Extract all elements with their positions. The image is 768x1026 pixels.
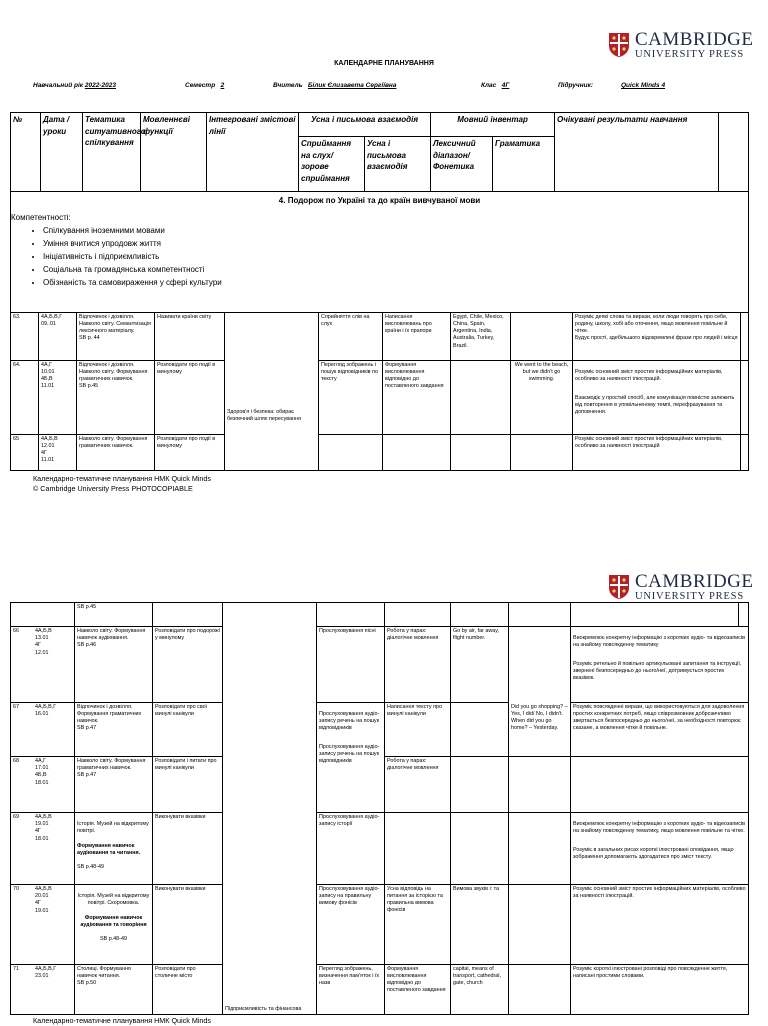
lesson-lines: Здоров'я і безпека: обирає безпечний шлях пересування — [225, 313, 319, 471]
lesson-topic — [75, 813, 153, 885]
result-text: Розуміє ретельно й повільно артикульовані запитання та інструкції, звернені безпосередньо до нього/неї, дотримується простих вказівок. — [573, 660, 742, 681]
col-inventory: Мовний інвентар — [431, 113, 555, 137]
book-label: Підручник: — [558, 82, 594, 89]
teacher-label: Вчитель — [273, 82, 303, 89]
listening-text: Прослуховування аудіо-запису речень на пошук відповідників — [319, 743, 380, 764]
lesson-topic: Відпочинок і дозвілля. Навколо світу. Семантизація лексичного матеріалу. SB p. 44 — [77, 313, 155, 361]
lesson-lexis: Вимова звуків i: та — [451, 885, 509, 965]
lesson-topic: Відпочинок і дозвілля. Навколо світу. Формування граматичних навичок. SB p.45 — [77, 361, 155, 435]
table-row — [11, 885, 749, 965]
lesson-functions: Розповідати про події в минулому — [155, 435, 225, 471]
class-label: Клас — [481, 82, 497, 89]
col-listening: Сприймання на слух/ зорове сприймання — [299, 137, 365, 192]
col-interaction: Усна і письмова взаємодія — [365, 137, 431, 192]
logo-line2: UNIVERSITY PRESS — [635, 591, 744, 602]
col-date: Дата / уроки — [41, 113, 83, 192]
lesson-functions: Розповідати про свої минулі канікули — [153, 703, 223, 757]
lesson-interaction: Усна відповідь на питання за історією та правильна вимова фонісів — [385, 885, 451, 965]
shield-icon — [608, 32, 630, 58]
competence-item: • Обізнаність та самовираження у сфері культури — [43, 278, 748, 287]
lesson-listening: Прослуховування аудіо-запису історії — [317, 813, 385, 885]
result-text: Розуміє основний зміст простих інформаційних матеріалів, особливо за наявності ілюстрацій. — [575, 369, 723, 383]
lesson-listening: Прослуховування аудіо-запису на правильну вимову фонісів — [317, 885, 385, 965]
lesson-results: Розуміє основний зміст простих інформаційних матеріалів, особливо за наявності ілюстрацій — [573, 435, 741, 471]
table-row — [11, 313, 749, 361]
semester-label: Семестр — [185, 82, 216, 89]
lesson-interaction: Робота у парах: діалогічне мовлення — [385, 627, 451, 703]
lesson-functions: Розповідати і питати про минулі канікули — [153, 757, 223, 813]
lesson-date: 4А,Б,В 19.01 4Г 18.01 — [35, 814, 52, 842]
lesson-topic: SB p.45 — [75, 603, 153, 627]
year-value: 2022-2023 — [84, 82, 116, 89]
lesson-lines: Підприємливість та фінансова — [225, 1005, 302, 1012]
lesson-lexis: Go by air, far away, flight number. — [451, 627, 509, 703]
lessons-table-2 — [10, 602, 749, 1015]
lesson-interaction: Формування висловлювання відповідно до поставленого завдання — [385, 965, 451, 1015]
col-lines: Інтегровані змістові лінії — [207, 113, 299, 192]
lesson-num-date — [11, 757, 75, 813]
lesson-functions: Розповідати про події в минулому — [155, 361, 225, 435]
topic-text: Історія. Музей на відкритому повітрі. — [77, 821, 149, 835]
lesson-interaction: Написання висловлювань про країни і їх прапори — [383, 313, 451, 361]
col-oral: Усна і письмова взаємодія — [299, 113, 431, 137]
cambridge-logo — [608, 572, 754, 603]
lesson-date: 4А,Г 10.01 4Б,В 11.01 — [39, 361, 77, 435]
plan-header-table — [10, 112, 749, 192]
table-row — [11, 627, 749, 703]
competences-title: Компетентності: — [11, 213, 71, 222]
lesson-grammar-cell — [509, 627, 571, 757]
col-topic: Тематика ситуативного спілкування — [83, 113, 141, 192]
lesson-grammar: We went to the beach, but we didn't go swimming. — [511, 361, 573, 435]
lesson-date: 4А,Б,В 13.01 4Г 12.01 — [35, 628, 52, 656]
competence-item: • Спілкування іноземними мовами — [43, 226, 748, 235]
page-footer — [33, 474, 211, 494]
lesson-num-date — [11, 703, 75, 757]
lesson-results — [573, 361, 741, 435]
teacher-value: Білик Єлизавета Сергіївна — [307, 82, 397, 89]
lesson-functions: Називати країни світу — [155, 313, 225, 361]
book-value: Quick Minds 4 — [621, 82, 666, 89]
lesson-topic: Навколо світу. Формування граматичних навичок. SB p.47 — [75, 757, 153, 813]
lesson-num: 69 — [13, 814, 19, 820]
lesson-functions: Виконувати вказівки — [153, 813, 223, 885]
result-text: Взаємодіє у простий спосіб, але комунікація повністю залежить від повторення в уповільненому темпі, перефразування та доповнення. — [575, 394, 735, 415]
lesson-num: 71 — [13, 966, 19, 972]
lesson-results: Розуміє деякі слова та вирази, коли люди говорять про себе, родину, школу, хобі або оточення, якщо мовлення повільне й чітке. Будує прості, здебільшого відокремлені фрази про людей і місця — [573, 313, 741, 361]
page-footer — [33, 1016, 211, 1026]
col-results: Очікувані результати навчання — [555, 113, 719, 192]
competence-item: • Уміння вчитися упродовж життя — [43, 239, 748, 248]
competence-item: • Соціальна та громадянська компетентності — [43, 265, 748, 274]
lesson-topic: Столиці. Формування навичок читання. SB p.50 — [75, 965, 153, 1015]
lesson-num: 63. — [11, 313, 39, 361]
footer-line1: Календарно-тематичне планування НМК Quick Minds — [33, 1016, 212, 1025]
table-row — [11, 703, 749, 757]
lesson-interaction: Написання тексту про минулі канікули — [385, 703, 451, 757]
topic-text: Історія. Музей на відкритому повітрі. Скоромовка. — [77, 893, 150, 907]
year-label: Навчальний рік — [33, 82, 84, 89]
topic-page: SB p.48-49 — [100, 935, 127, 942]
lesson-topic: Навколо світу. Формування граматичних навичок. — [77, 435, 155, 471]
page-title: КАЛЕНДАРНЕ ПЛАНУВАННЯ — [334, 60, 434, 67]
table-row — [11, 813, 749, 885]
lessons-table-1 — [10, 312, 749, 471]
col-num: № — [11, 113, 41, 192]
competence-item: • Ініціативність і підприємливість — [43, 252, 748, 261]
lesson-num: 67 — [13, 704, 19, 710]
table-row — [11, 603, 749, 627]
listening-text: Прослуховування аудіо-запису речень на пошук відповідників — [319, 711, 380, 732]
lesson-num: 65 — [11, 435, 39, 471]
unit-section — [10, 190, 749, 313]
lesson-lexis: Egypt, Chile, Mexico, China, Spain, Argentina, India, Australia, Turkey, Brazil. — [451, 313, 511, 361]
col-grammar: Граматика — [493, 137, 555, 192]
lesson-grammar — [511, 313, 573, 361]
lesson-interaction: Формування висловлювання відповідно до поставленого завдання — [383, 361, 451, 435]
table-row — [11, 435, 749, 471]
lesson-date: 4А,Б,В,Г 23.01 — [35, 966, 57, 980]
topic-page: SB p.48-49 — [77, 863, 104, 870]
lesson-results: Розуміє повсякденні вирази, що використовуються для задоволення простих конкретних потреб, якщо співрозмовник доброзичливо звертається безпосередньо до нього/неї, за необхідності повторює сказане, а мовлення чітке й повільне. — [571, 703, 749, 757]
lesson-num-date — [11, 627, 75, 703]
lesson-num-date — [11, 885, 75, 965]
table-row — [11, 361, 749, 435]
footer-line1: Календарно-тематичне планування НМК Quick Minds — [33, 474, 212, 483]
lesson-listening — [317, 703, 385, 813]
lesson-date: 4А,Б,В,Г 09..01 — [39, 313, 77, 361]
lesson-functions: Виконувати вказівки — [153, 885, 223, 965]
result-text: Виокремлює конкретну інформацію з коротких аудіо- та відеозаписів на знайому повсякденну тематику — [573, 635, 746, 649]
competences-list — [11, 226, 748, 287]
lesson-results — [571, 627, 749, 703]
topic-skill: Формування навичок аудіювання та читання. — [77, 842, 141, 856]
lesson-interaction: Робота у парах: діалогічне мовлення — [385, 757, 451, 813]
cambridge-logo — [608, 30, 754, 61]
lesson-results: Розуміє короткі ілюстровані розповіді про повсякденне життя, написані простими словами. — [571, 965, 749, 1015]
logo-line2: UNIVERSITY PRESS — [635, 49, 744, 60]
lesson-num: 68 — [13, 758, 19, 764]
lesson-num-date — [11, 813, 75, 885]
class-value: 4Г — [501, 82, 510, 89]
footer-line2: © Cambridge University Press PHOTOCOPIABLE — [33, 484, 193, 494]
lesson-topic: Навколо світу. Формування навичок аудіювання. SB p.46 — [75, 627, 153, 703]
lesson-date: 4А,Б,В 12.01 4Г 11.01 — [39, 435, 77, 471]
col-functions: Мовленнєві функції — [141, 113, 207, 192]
lesson-results: Розуміє основний зміст простих інформаційних матеріалів, особливо за наявності ілюстрацій. — [571, 885, 749, 965]
topic-skill: Формування навичок аудіювання та говоріння — [80, 914, 147, 928]
competences — [11, 213, 748, 287]
unit-title: 4. Подорож по Україні та до країн вивчуваної мови — [278, 196, 481, 205]
lesson-lines-col — [223, 603, 317, 1015]
col-lexis: Лексичний діапазон/ Фонетика — [431, 137, 493, 192]
lesson-num: 66 — [13, 628, 19, 634]
lesson-listening: Перегляд зображень, визначення пам'яток і їх назв — [317, 965, 385, 1015]
semester-value: 2 — [220, 82, 225, 89]
lesson-listening: Прослуховування пісні — [317, 627, 385, 703]
lesson-topic: Відпочинок і дозвілля. Формування граматичних навичок. SB p.47 — [75, 703, 153, 757]
table-row — [11, 965, 749, 1015]
lesson-num: 70 — [13, 886, 19, 892]
lesson-date: 4А,Б,В,Г 16.01 — [35, 704, 57, 718]
lesson-listening: Сприйняття слів на слух — [319, 313, 383, 361]
lesson-functions: Розповідати про подорожі у минулому — [153, 627, 223, 703]
shield-icon — [608, 574, 630, 600]
lesson-date: 4А,Г 17.01 4Б,В 18.01 — [35, 758, 49, 786]
lesson-lexis: capital, means of transport, cathedral, gate, church — [451, 965, 509, 1015]
lesson-num-date — [11, 965, 75, 1015]
lesson-lexis — [451, 361, 511, 435]
lesson-num: 64. — [11, 361, 39, 435]
lesson-date: 4А,Б,В 20.01 4Г 19.01 — [35, 886, 52, 914]
col-empty — [719, 113, 749, 192]
logo-line1: CAMBRIDGE — [635, 29, 754, 50]
result-text: Розуміє в загальних рисах короткі ілюстровані оповідання, якщо зображення допомагають здогадатися про зміст тексту. — [573, 846, 734, 860]
lesson-functions: Розповідати про столичне місто — [153, 965, 223, 1015]
lesson-results — [571, 813, 749, 885]
lesson-topic — [75, 885, 153, 965]
lesson-grammar: Did you go shopping? – Yes, I did/ No, I didn't. When did you go home? – Yesterday. — [511, 704, 568, 732]
lesson-listening: Перегляд зображень і пошук відповідників по тексту — [319, 361, 383, 435]
result-text: Виокремлює конкретну інформацію з коротких аудіо- та відеозаписів на знайому повсякденну тематику, якщо мовлення повільне та чітке. — [573, 821, 746, 835]
logo-line1: CAMBRIDGE — [635, 571, 754, 592]
